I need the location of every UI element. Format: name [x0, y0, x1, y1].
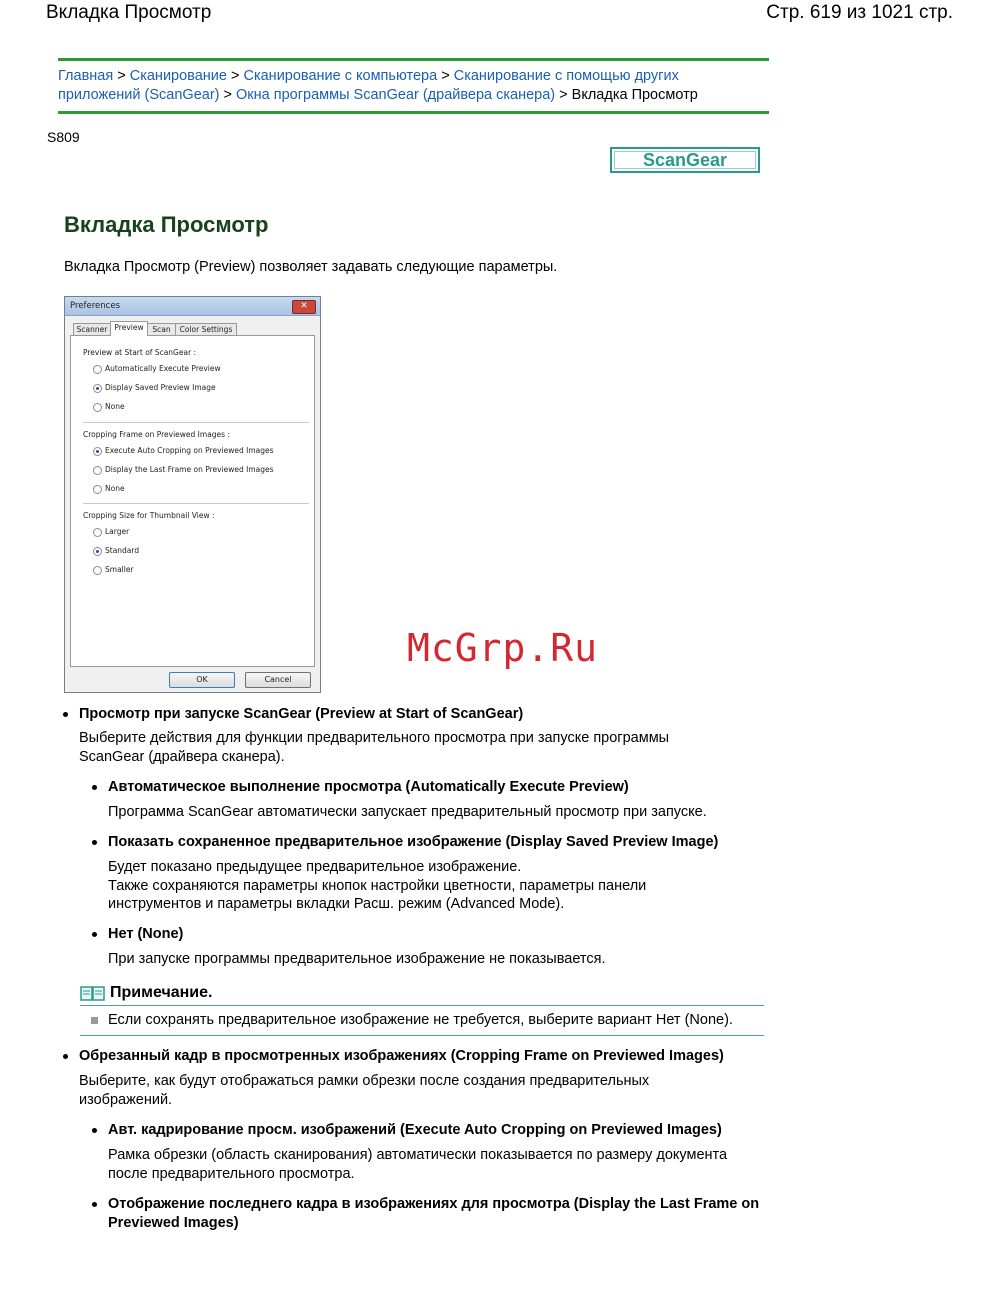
radio-execute-auto-cropping[interactable]: [93, 446, 274, 456]
bullet-icon: [92, 785, 97, 790]
subsection-desc: При запуске программы предварительное изображение не показывается.: [108, 951, 606, 967]
radio-icon: [93, 403, 102, 412]
breadcrumb: [58, 58, 769, 114]
watermark: McGrp.Ru: [407, 626, 599, 670]
dialog-title: Preferences: [70, 301, 120, 311]
bullet-icon: [92, 932, 97, 937]
radio-label: Display Saved Preview Image: [105, 383, 216, 392]
bullet-icon: [92, 1128, 97, 1133]
section-desc: ScanGear (драйвера сканера).: [79, 749, 285, 765]
radio-label: Display the Last Frame on Previewed Images: [105, 465, 274, 474]
preferences-dialog: [64, 296, 321, 693]
subsection-desc: Рамка обрезки (область сканирования) автоматически показывается по размеру документа: [108, 1147, 728, 1163]
group-label-preview-start: Preview at Start of ScanGear :: [83, 348, 197, 357]
subsection-title-none: Нет (None): [108, 926, 184, 942]
tab-color-settings[interactable]: Color Settings: [175, 323, 237, 336]
book-icon: [80, 985, 105, 1002]
radio-display-last-frame[interactable]: [93, 465, 274, 475]
subsection-desc: Также сохраняются параметры кнопок настройки цветности, параметры панели: [108, 878, 647, 894]
bullet-icon: [92, 1202, 97, 1207]
subsection-desc: Программа ScanGear автоматически запускает предварительный просмотр при запуске.: [108, 804, 707, 820]
breadcrumb-separator: >: [441, 68, 450, 84]
subsection-desc: после предварительного просмотра.: [108, 1166, 355, 1182]
subsection-title-last-frame: Отображение последнего кадра в изображениях для просмотра (Display the Last Frame on: [108, 1196, 760, 1212]
dialog-titlebar: [65, 297, 320, 316]
note-divider: [80, 1005, 764, 1006]
group-label-cropping-frame: Cropping Frame on Previewed Images :: [83, 430, 230, 439]
subsection-title-last-frame-cont: Previewed Images): [108, 1215, 239, 1231]
radio-label: Execute Auto Cropping on Previewed Images: [105, 446, 274, 455]
note-heading: [80, 984, 212, 1002]
radio-smaller[interactable]: [93, 565, 134, 575]
radio-display-saved-preview[interactable]: [93, 383, 216, 393]
radio-label: Automatically Execute Preview: [105, 364, 221, 373]
divider: [83, 422, 309, 423]
breadcrumb-separator: >: [559, 87, 568, 103]
subsection-title-saved-preview: Показать сохраненное предварительное изображение (Display Saved Preview Image): [108, 834, 719, 850]
note-divider: [80, 1035, 764, 1036]
bullet-icon: [63, 1054, 68, 1059]
radio-icon: [93, 528, 102, 537]
breadcrumb-separator: >: [223, 87, 232, 103]
note-title: Примечание.: [110, 984, 213, 1001]
section-title-preview-start: Просмотр при запуске ScanGear (Preview at Start of ScanGear): [79, 706, 524, 722]
radio-icon: [93, 466, 102, 475]
radio-icon: [93, 566, 102, 575]
radio-label: Larger: [105, 527, 130, 536]
page-title: Вкладка Просмотр: [64, 212, 269, 237]
breadcrumb-link-scangear-windows[interactable]: Окна программы ScanGear (драйвера сканера): [236, 87, 556, 103]
section-desc: Выберите действия для функции предварительного просмотра при запуске программы: [79, 730, 670, 746]
subsection-desc: Будет показано предыдущее предварительное изображение.: [108, 859, 522, 875]
subsection-title-auto-cropping: Авт. кадрирование просм. изображений (Execute Auto Cropping on Previewed Images): [108, 1122, 722, 1138]
breadcrumb-link-scanning[interactable]: Сканирование: [129, 68, 227, 84]
radio-auto-execute-preview[interactable]: [93, 364, 221, 374]
breadcrumb-link-scan-from-computer[interactable]: Сканирование с компьютера: [243, 68, 438, 84]
subsection-desc: инструментов и параметры вкладки Расш. режим (Advanced Mode).: [108, 896, 565, 912]
intro-text: Вкладка Просмотр (Preview) позволяет задавать следующие параметры.: [64, 259, 558, 275]
page-number: Стр. 619 из 1021 стр.: [766, 2, 953, 23]
breadcrumb-separator: >: [230, 68, 240, 84]
document-code: S809: [47, 129, 80, 145]
group-label-cropping-size: Cropping Size for Thumbnail View :: [83, 511, 215, 520]
tab-scanner[interactable]: Scanner: [73, 323, 111, 336]
square-bullet-icon: [91, 1017, 98, 1024]
radio-label: Smaller: [105, 565, 134, 574]
tab-preview[interactable]: Preview: [110, 321, 148, 336]
radio-cropping-none[interactable]: [93, 484, 125, 494]
bullet-icon: [63, 712, 68, 717]
breadcrumb-link-other-apps-cont[interactable]: приложений (ScanGear): [58, 87, 220, 103]
breadcrumb-link-home[interactable]: Главная: [58, 68, 114, 84]
tab-scan[interactable]: Scan: [147, 323, 176, 336]
breadcrumb-current: Вкладка Просмотр: [571, 87, 698, 103]
subsection-title-auto-preview: Автоматическое выполнение просмотра (Automatically Execute Preview): [108, 779, 629, 795]
radio-standard[interactable]: [93, 546, 139, 556]
section-title-cropping-frame: Обрезанный кадр в просмотренных изображениях (Cropping Frame on Previewed Images): [79, 1048, 724, 1064]
scangear-badge: ScanGear: [610, 147, 760, 173]
note-text: Если сохранять предварительное изображение не требуется, выберите вариант Нет (None).: [108, 1012, 733, 1028]
radio-larger[interactable]: [93, 527, 129, 537]
radio-selected-icon: [93, 547, 102, 556]
breadcrumb-separator: >: [117, 68, 126, 84]
breadcrumb-link-other-apps[interactable]: Сканирование с помощью других: [453, 68, 679, 84]
radio-icon: [93, 485, 102, 494]
radio-label: None: [105, 484, 125, 493]
page-header-title: Вкладка Просмотр: [46, 2, 212, 23]
close-icon[interactable]: ✕: [292, 300, 316, 314]
cancel-button[interactable]: Cancel: [245, 672, 311, 688]
radio-selected-icon: [93, 384, 102, 393]
divider: [83, 503, 309, 504]
radio-preview-none[interactable]: [93, 402, 125, 412]
radio-label: Standard: [105, 546, 140, 555]
bullet-icon: [92, 840, 97, 845]
section-desc: изображений.: [79, 1092, 173, 1108]
radio-icon: [93, 365, 102, 374]
preview-tab-panel: [70, 335, 315, 667]
section-desc: Выберите, как будут отображаться рамки обрезки после создания предварительных: [79, 1073, 650, 1089]
ok-button[interactable]: OK: [169, 672, 235, 688]
radio-selected-icon: [93, 447, 102, 456]
radio-label: None: [105, 402, 125, 411]
